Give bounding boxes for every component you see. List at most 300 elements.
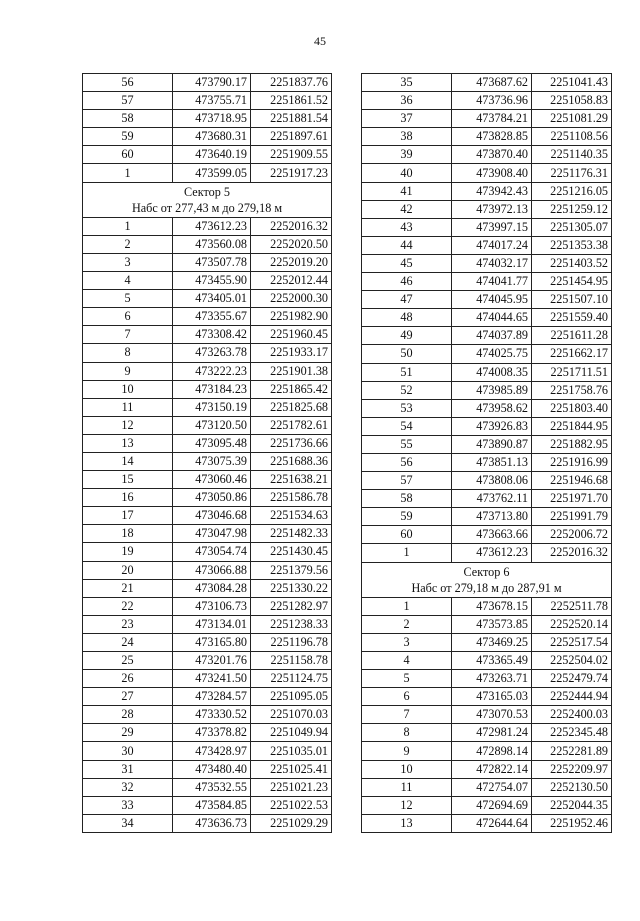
- y-coordinate-cell: 2251108.56: [532, 128, 612, 146]
- y-coordinate-cell: 2251282.97: [251, 597, 332, 615]
- x-coordinate-cell: 473680.31: [173, 128, 251, 146]
- x-coordinate-cell: 473046.68: [173, 507, 251, 525]
- table-row: [83, 471, 332, 489]
- point-number-cell: 1: [362, 597, 452, 615]
- point-number-cell: 49: [362, 327, 452, 345]
- y-coordinate-cell: 2251041.43: [532, 74, 612, 92]
- y-coordinate-cell: 2251454.95: [532, 273, 612, 291]
- table-row: [362, 417, 612, 435]
- y-coordinate-cell: 2252012.44: [251, 272, 332, 290]
- point-number-cell: 57: [83, 92, 173, 110]
- y-coordinate-cell: 2251081.29: [532, 110, 612, 128]
- table-row: [83, 778, 332, 796]
- point-number-cell: 54: [362, 417, 452, 435]
- table-row: [83, 796, 332, 814]
- point-number-cell: 1: [83, 164, 173, 182]
- point-number-cell: 21: [83, 579, 173, 597]
- table-row: [83, 615, 332, 633]
- point-number-cell: 47: [362, 291, 452, 309]
- y-coordinate-cell: 2251022.53: [251, 796, 332, 814]
- x-coordinate-cell: 473308.42: [173, 326, 251, 344]
- x-coordinate-cell: 473808.06: [452, 472, 532, 490]
- y-coordinate-cell: 2251058.83: [532, 92, 612, 110]
- point-number-cell: 24: [83, 633, 173, 651]
- x-coordinate-cell: 472822.14: [452, 760, 532, 778]
- table-row: [362, 273, 612, 291]
- y-coordinate-cell: 2251140.35: [532, 146, 612, 164]
- point-number-cell: 9: [83, 362, 173, 380]
- x-coordinate-cell: 473958.62: [452, 399, 532, 417]
- x-coordinate-cell: 473428.97: [173, 742, 251, 760]
- table-row: [362, 652, 612, 670]
- point-number-cell: 10: [362, 760, 452, 778]
- point-number-cell: 11: [83, 398, 173, 416]
- table-row: [83, 344, 332, 362]
- table-row: [83, 362, 332, 380]
- table-row: [362, 490, 612, 508]
- y-coordinate-cell: 2251430.45: [251, 543, 332, 561]
- x-coordinate-cell: 474037.89: [452, 327, 532, 345]
- table-row: [362, 291, 612, 309]
- table-row: [362, 615, 612, 633]
- x-coordinate-cell: 473560.08: [173, 235, 251, 253]
- y-coordinate-cell: 2252345.48: [532, 724, 612, 742]
- point-number-cell: 19: [83, 543, 173, 561]
- section-header-row: [362, 562, 612, 597]
- table-row: [362, 74, 612, 92]
- x-coordinate-cell: 473095.48: [173, 434, 251, 452]
- point-number-cell: 36: [362, 92, 452, 110]
- table-row: [83, 290, 332, 308]
- y-coordinate-cell: 2251403.52: [532, 254, 612, 272]
- x-coordinate-cell: 473378.82: [173, 724, 251, 742]
- table-row: [362, 760, 612, 778]
- y-coordinate-cell: 2251844.95: [532, 417, 612, 435]
- point-number-cell: 2: [362, 615, 452, 633]
- y-coordinate-cell: 2251982.90: [251, 308, 332, 326]
- point-number-cell: 2: [83, 235, 173, 253]
- x-coordinate-cell: 474044.65: [452, 309, 532, 327]
- point-number-cell: 44: [362, 236, 452, 254]
- point-number-cell: 5: [362, 670, 452, 688]
- table-row: [362, 633, 612, 651]
- y-coordinate-cell: 2251559.40: [532, 309, 612, 327]
- point-number-cell: 20: [83, 561, 173, 579]
- y-coordinate-cell: 2252020.50: [251, 235, 332, 253]
- point-number-cell: 57: [362, 472, 452, 490]
- x-coordinate-cell: 473612.23: [173, 217, 251, 235]
- point-number-cell: 45: [362, 254, 452, 272]
- y-coordinate-cell: 2251353.38: [532, 236, 612, 254]
- section-title: Сектор 5: [184, 184, 230, 199]
- y-coordinate-cell: 2251825.68: [251, 398, 332, 416]
- y-coordinate-cell: 2251534.63: [251, 507, 332, 525]
- table-row: [83, 670, 332, 688]
- y-coordinate-cell: 2252044.35: [532, 796, 612, 814]
- table-row: [362, 309, 612, 327]
- point-number-cell: 17: [83, 507, 173, 525]
- section-height-range: Набс от 277,43 м до 279,18 м: [131, 200, 283, 215]
- y-coordinate-cell: 2252504.02: [532, 652, 612, 670]
- y-coordinate-cell: 2251586.78: [251, 489, 332, 507]
- point-number-cell: 25: [83, 652, 173, 670]
- x-coordinate-cell: 473222.23: [173, 362, 251, 380]
- table-row: [362, 778, 612, 796]
- table-row: [362, 544, 612, 562]
- y-coordinate-cell: 2251803.40: [532, 399, 612, 417]
- table-row: [83, 489, 332, 507]
- y-coordinate-cell: 2251865.42: [251, 380, 332, 398]
- y-coordinate-cell: 2251611.28: [532, 327, 612, 345]
- table-row: [83, 164, 332, 182]
- table-row: [83, 253, 332, 271]
- y-coordinate-cell: 2251960.45: [251, 326, 332, 344]
- x-coordinate-cell: 473997.15: [452, 218, 532, 236]
- x-coordinate-cell: 473636.73: [173, 814, 251, 832]
- point-number-cell: 46: [362, 273, 452, 291]
- x-coordinate-cell: 473718.95: [173, 110, 251, 128]
- x-coordinate-cell: 473678.15: [452, 597, 532, 615]
- point-number-cell: 28: [83, 706, 173, 724]
- y-coordinate-cell: 2252209.97: [532, 760, 612, 778]
- y-coordinate-cell: 2252444.94: [532, 688, 612, 706]
- point-number-cell: 48: [362, 309, 452, 327]
- point-number-cell: 5: [83, 290, 173, 308]
- x-coordinate-cell: 473469.25: [452, 633, 532, 651]
- point-number-cell: 13: [83, 434, 173, 452]
- x-coordinate-cell: 472644.64: [452, 814, 532, 832]
- table-row: [362, 128, 612, 146]
- table-row: [362, 508, 612, 526]
- x-coordinate-cell: 473241.50: [173, 670, 251, 688]
- point-number-cell: 40: [362, 164, 452, 182]
- y-coordinate-cell: 2251638.21: [251, 471, 332, 489]
- table-row: [83, 128, 332, 146]
- y-coordinate-cell: 2252016.32: [532, 544, 612, 562]
- y-coordinate-cell: 2251991.79: [532, 508, 612, 526]
- point-number-cell: 59: [83, 128, 173, 146]
- point-number-cell: 53: [362, 399, 452, 417]
- y-coordinate-cell: 2251379.56: [251, 561, 332, 579]
- x-coordinate-cell: 473573.85: [452, 615, 532, 633]
- point-number-cell: 22: [83, 597, 173, 615]
- x-coordinate-cell: 473120.50: [173, 416, 251, 434]
- table-row: [362, 200, 612, 218]
- point-number-cell: 37: [362, 110, 452, 128]
- x-coordinate-cell: 473066.88: [173, 561, 251, 579]
- coordinates-table-right: [361, 73, 612, 833]
- table-row: [83, 633, 332, 651]
- page-number: 45: [314, 34, 326, 48]
- y-coordinate-cell: 2251196.78: [251, 633, 332, 651]
- y-coordinate-cell: 2251933.17: [251, 344, 332, 362]
- x-coordinate-cell: 473060.46: [173, 471, 251, 489]
- table-row: [83, 434, 332, 452]
- point-number-cell: 60: [362, 526, 452, 544]
- point-number-cell: 18: [83, 525, 173, 543]
- y-coordinate-cell: 2251070.03: [251, 706, 332, 724]
- y-coordinate-cell: 2252019.20: [251, 253, 332, 271]
- y-coordinate-cell: 2251758.76: [532, 381, 612, 399]
- x-coordinate-cell: 474025.75: [452, 345, 532, 363]
- y-coordinate-cell: 2251882.95: [532, 435, 612, 453]
- point-number-cell: 10: [83, 380, 173, 398]
- point-number-cell: 33: [83, 796, 173, 814]
- table-row: [83, 92, 332, 110]
- table-row: [362, 399, 612, 417]
- x-coordinate-cell: 473584.85: [173, 796, 251, 814]
- table-row: [83, 814, 332, 832]
- point-number-cell: 50: [362, 345, 452, 363]
- point-number-cell: 31: [83, 760, 173, 778]
- table-row: [362, 236, 612, 254]
- table-row: [83, 272, 332, 290]
- point-number-cell: 32: [83, 778, 173, 796]
- table-row: [362, 796, 612, 814]
- table-row: [362, 254, 612, 272]
- table-row: [83, 543, 332, 561]
- table-row: [362, 742, 612, 760]
- point-number-cell: 9: [362, 742, 452, 760]
- x-coordinate-cell: 473165.03: [452, 688, 532, 706]
- point-number-cell: 7: [362, 706, 452, 724]
- x-coordinate-cell: 473507.78: [173, 253, 251, 271]
- y-coordinate-cell: 2251897.61: [251, 128, 332, 146]
- x-coordinate-cell: 473047.98: [173, 525, 251, 543]
- table-row: [362, 110, 612, 128]
- y-coordinate-cell: 2251124.75: [251, 670, 332, 688]
- x-coordinate-cell: 473365.49: [452, 652, 532, 670]
- y-coordinate-cell: 2251901.38: [251, 362, 332, 380]
- y-coordinate-cell: 2251021.23: [251, 778, 332, 796]
- y-coordinate-cell: 2252511.78: [532, 597, 612, 615]
- x-coordinate-cell: 473284.57: [173, 688, 251, 706]
- y-coordinate-cell: 2251917.23: [251, 164, 332, 182]
- x-coordinate-cell: 473736.96: [452, 92, 532, 110]
- x-coordinate-cell: 473784.21: [452, 110, 532, 128]
- x-coordinate-cell: 473870.40: [452, 146, 532, 164]
- table-row: [83, 110, 332, 128]
- table-row: [83, 416, 332, 434]
- table-row: [83, 652, 332, 670]
- table-row: [362, 724, 612, 742]
- y-coordinate-cell: 2252479.74: [532, 670, 612, 688]
- x-coordinate-cell: 473532.55: [173, 778, 251, 796]
- table-row: [362, 526, 612, 544]
- point-number-cell: 58: [83, 110, 173, 128]
- x-coordinate-cell: 473687.62: [452, 74, 532, 92]
- y-coordinate-cell: 2251909.55: [251, 146, 332, 164]
- table-row: [83, 706, 332, 724]
- x-coordinate-cell: 473455.90: [173, 272, 251, 290]
- point-number-cell: 39: [362, 146, 452, 164]
- x-coordinate-cell: 473150.19: [173, 398, 251, 416]
- table-row: [362, 345, 612, 363]
- y-coordinate-cell: 2251216.05: [532, 182, 612, 200]
- y-coordinate-cell: 2251049.94: [251, 724, 332, 742]
- x-coordinate-cell: 473790.17: [173, 74, 251, 92]
- y-coordinate-cell: 2252520.14: [532, 615, 612, 633]
- point-number-cell: 7: [83, 326, 173, 344]
- point-number-cell: 23: [83, 615, 173, 633]
- point-number-cell: 26: [83, 670, 173, 688]
- x-coordinate-cell: 473106.73: [173, 597, 251, 615]
- y-coordinate-cell: 2252281.89: [532, 742, 612, 760]
- table-row: [83, 326, 332, 344]
- y-coordinate-cell: 2251711.51: [532, 363, 612, 381]
- y-coordinate-cell: 2252016.32: [251, 217, 332, 235]
- table-row: [362, 597, 612, 615]
- point-number-cell: 12: [83, 416, 173, 434]
- x-coordinate-cell: 473355.67: [173, 308, 251, 326]
- table-row: [83, 380, 332, 398]
- x-coordinate-cell: 473762.11: [452, 490, 532, 508]
- y-coordinate-cell: 2251971.70: [532, 490, 612, 508]
- table-row: [362, 381, 612, 399]
- point-number-cell: 4: [83, 272, 173, 290]
- y-coordinate-cell: 2251482.33: [251, 525, 332, 543]
- table-row: [362, 706, 612, 724]
- table-row: [83, 74, 332, 92]
- x-coordinate-cell: 473663.66: [452, 526, 532, 544]
- point-number-cell: 1: [83, 217, 173, 235]
- x-coordinate-cell: 473070.53: [452, 706, 532, 724]
- point-number-cell: 34: [83, 814, 173, 832]
- x-coordinate-cell: 473890.87: [452, 435, 532, 453]
- section-header-cell: [362, 562, 612, 597]
- x-coordinate-cell: 473926.83: [452, 417, 532, 435]
- point-number-cell: 41: [362, 182, 452, 200]
- x-coordinate-cell: 473330.52: [173, 706, 251, 724]
- point-number-cell: 27: [83, 688, 173, 706]
- x-coordinate-cell: 473050.86: [173, 489, 251, 507]
- x-coordinate-cell: 474032.17: [452, 254, 532, 272]
- x-coordinate-cell: 474045.95: [452, 291, 532, 309]
- y-coordinate-cell: 2251305.07: [532, 218, 612, 236]
- x-coordinate-cell: 473184.23: [173, 380, 251, 398]
- table-row: [362, 182, 612, 200]
- point-number-cell: 4: [362, 652, 452, 670]
- x-coordinate-cell: 472694.69: [452, 796, 532, 814]
- table-row: [362, 688, 612, 706]
- x-coordinate-cell: 473851.13: [452, 453, 532, 471]
- y-coordinate-cell: 2251238.33: [251, 615, 332, 633]
- y-coordinate-cell: 2251176.31: [532, 164, 612, 182]
- x-coordinate-cell: 474008.35: [452, 363, 532, 381]
- y-coordinate-cell: 2251861.52: [251, 92, 332, 110]
- y-coordinate-cell: 2251688.36: [251, 452, 332, 470]
- point-number-cell: 16: [83, 489, 173, 507]
- x-coordinate-cell: 472981.24: [452, 724, 532, 742]
- point-number-cell: 42: [362, 200, 452, 218]
- section-title: Сектор 6: [463, 564, 510, 579]
- x-coordinate-cell: 473263.78: [173, 344, 251, 362]
- table-row: [83, 217, 332, 235]
- table-row: [362, 670, 612, 688]
- y-coordinate-cell: 2251025.41: [251, 760, 332, 778]
- x-coordinate-cell: 473828.85: [452, 128, 532, 146]
- table-row: [83, 308, 332, 326]
- y-coordinate-cell: 2251736.66: [251, 434, 332, 452]
- point-number-cell: 56: [362, 453, 452, 471]
- point-number-cell: 59: [362, 508, 452, 526]
- y-coordinate-cell: 2252517.54: [532, 633, 612, 651]
- x-coordinate-cell: 474017.24: [452, 236, 532, 254]
- x-coordinate-cell: 473084.28: [173, 579, 251, 597]
- table-row: [83, 724, 332, 742]
- x-coordinate-cell: 473755.71: [173, 92, 251, 110]
- y-coordinate-cell: 2251662.17: [532, 345, 612, 363]
- table-row: [83, 688, 332, 706]
- y-coordinate-cell: 2251029.29: [251, 814, 332, 832]
- section-header-row: [83, 182, 332, 217]
- y-coordinate-cell: 2252400.03: [532, 706, 612, 724]
- y-coordinate-cell: 2251946.68: [532, 472, 612, 490]
- table-row: [83, 235, 332, 253]
- x-coordinate-cell: 473612.23: [452, 544, 532, 562]
- point-number-cell: 14: [83, 452, 173, 470]
- y-coordinate-cell: 2251035.01: [251, 742, 332, 760]
- x-coordinate-cell: 473134.01: [173, 615, 251, 633]
- point-number-cell: 6: [83, 308, 173, 326]
- y-coordinate-cell: 2251507.10: [532, 291, 612, 309]
- x-coordinate-cell: 473075.39: [173, 452, 251, 470]
- table-row: [362, 435, 612, 453]
- point-number-cell: 30: [83, 742, 173, 760]
- x-coordinate-cell: 473480.40: [173, 760, 251, 778]
- x-coordinate-cell: 473908.40: [452, 164, 532, 182]
- table-row: [83, 525, 332, 543]
- table-row: [83, 597, 332, 615]
- point-number-cell: 35: [362, 74, 452, 92]
- x-coordinate-cell: 473263.71: [452, 670, 532, 688]
- point-number-cell: 56: [83, 74, 173, 92]
- x-coordinate-cell: 473640.19: [173, 146, 251, 164]
- table-row: [362, 814, 612, 832]
- point-number-cell: 8: [362, 724, 452, 742]
- table-row: [83, 146, 332, 164]
- point-number-cell: 58: [362, 490, 452, 508]
- table-row: [362, 146, 612, 164]
- table-row: [83, 579, 332, 597]
- point-number-cell: 60: [83, 146, 173, 164]
- table-row: [83, 561, 332, 579]
- left-table-body: [83, 74, 332, 833]
- table-row: [362, 472, 612, 490]
- point-number-cell: 15: [83, 471, 173, 489]
- point-number-cell: 43: [362, 218, 452, 236]
- point-number-cell: 38: [362, 128, 452, 146]
- y-coordinate-cell: 2251881.54: [251, 110, 332, 128]
- y-coordinate-cell: 2251095.05: [251, 688, 332, 706]
- x-coordinate-cell: 473942.43: [452, 182, 532, 200]
- y-coordinate-cell: 2251158.78: [251, 652, 332, 670]
- table-row: [362, 363, 612, 381]
- point-number-cell: 52: [362, 381, 452, 399]
- point-number-cell: 1: [362, 544, 452, 562]
- x-coordinate-cell: 473165.80: [173, 633, 251, 651]
- right-table-body: [362, 74, 612, 833]
- point-number-cell: 13: [362, 814, 452, 832]
- table-row: [362, 218, 612, 236]
- y-coordinate-cell: 2251259.12: [532, 200, 612, 218]
- point-number-cell: 29: [83, 724, 173, 742]
- table-row: [83, 760, 332, 778]
- y-coordinate-cell: 2251952.46: [532, 814, 612, 832]
- point-number-cell: 51: [362, 363, 452, 381]
- x-coordinate-cell: 473054.74: [173, 543, 251, 561]
- section-height-range: Набс от 279,18 м до 287,91 м: [411, 580, 562, 595]
